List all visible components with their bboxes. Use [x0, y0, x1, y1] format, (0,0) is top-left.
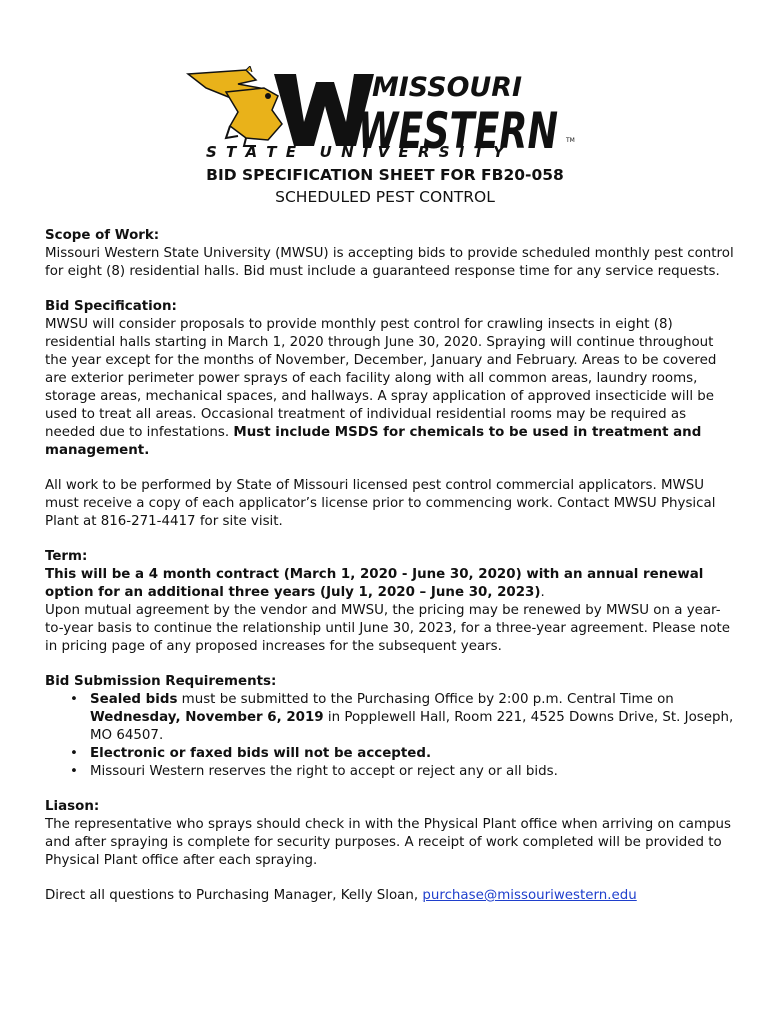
- logo-western-text: WESTERN: [358, 102, 558, 160]
- document-subtitle: SCHEDULED PEST CONTROL: [275, 188, 495, 206]
- bid-spec-msds-note: Must include MSDS for chemicals to be used in treatment and management.: [45, 425, 702, 458]
- term-paragraph: This will be a 4 month contract (March 1, 2020 - June 30, 2020) with an annual renewal option for an additional three years (July 1, 2020 – June 30, 2023).: [45, 567, 704, 600]
- bid-spec-body: MWSU will consider proposals to provide monthly pest control for crawling insects in eight (8) residential halls starting in March 1, 2020 through June 30, 2020. Spraying will continue throughout the year except for the months of November, December, January and February. Areas to be covered are exterior perimeter power sprays of each facility along with all common areas, laundry rooms, storage areas, mechanical spaces, and hallways. A spray application of approved insecticide will be used to treat all areas. Occasional treatment of individual residential rooms may be required as needed due to infestations.: [45, 317, 717, 440]
- list-item: • Electronic or faxed bids will not be accepted.: [90, 745, 735, 763]
- bid-spec-heading: Bid Specification:: [45, 299, 177, 314]
- term-contract-note: This will be a 4 month contract (March 1, 2020 - June 30, 2020) with an annual renewal option for an additional three years (July 1, 2020 – June 30, 2023): [45, 567, 704, 600]
- logo-missouri-text: MISSOURI: [372, 72, 522, 103]
- submission-list: [45, 691, 735, 781]
- term-heading: Term:: [45, 549, 88, 564]
- scope-heading: Scope of Work:: [45, 228, 160, 243]
- trademark-text: TM: [566, 137, 575, 144]
- list-item: • Sealed bids must be submitted to the Purchasing Office by 2:00 p.m. Central Time on Wednesday, November 6, 2019 in Popplewell Hall, Room 221, 4525 Downs Drive, St. Joseph, MO 64507.: [90, 691, 735, 745]
- griffon-icon: [188, 66, 282, 146]
- submission-heading: Bid Submission Requirements:: [45, 674, 277, 689]
- university-logo: [186, 66, 586, 162]
- work-body: All work to be performed by State of Missouri licensed pest control commercial applicators. MWSU must receive a copy of each applicator’s license prior to commencing work. Contact MWSU Physical Plant at 816-271-4417 for site visit.: [45, 478, 716, 529]
- term-body: Upon mutual agreement by the vendor and MWSU, the pricing may be renewed by MWSU on a year-to-year basis to continue the relationship until June 30, 2023, for a three-year agreement. Please note in pricing page of any proposed increases for the subsequent years.: [45, 603, 731, 654]
- liason-body: The representative who sprays should check in with the Physical Plant office when arriving on campus and after spraying is complete for security purposes. A receipt of work completed will be provided to Physical Plant office after each spraying.: [45, 817, 732, 868]
- scope-body: Missouri Western State University (MWSU) is accepting bids to provide scheduled monthly pest control for eight (8) residential halls. Bid must include a guaranteed response time for any service requests.: [45, 246, 734, 279]
- contact-line: Direct all questions to Purchasing Manager, Kelly Sloan, purchase@missouriwestern.edu: [45, 888, 637, 903]
- logo-state-university-text: S T A T E U N I V E R S I T Y: [206, 143, 506, 161]
- bid-spec-paragraph: [45, 316, 735, 460]
- email-link[interactable]: purchase@missouriwestern.edu: [422, 888, 637, 903]
- list-item: • Missouri Western reserves the right to accept or reject any or all bids.: [90, 763, 735, 781]
- document-title: BID SPECIFICATION SHEET FOR FB20-058: [206, 166, 564, 184]
- document-body: [45, 227, 735, 905]
- liason-heading: Liason:: [45, 799, 100, 814]
